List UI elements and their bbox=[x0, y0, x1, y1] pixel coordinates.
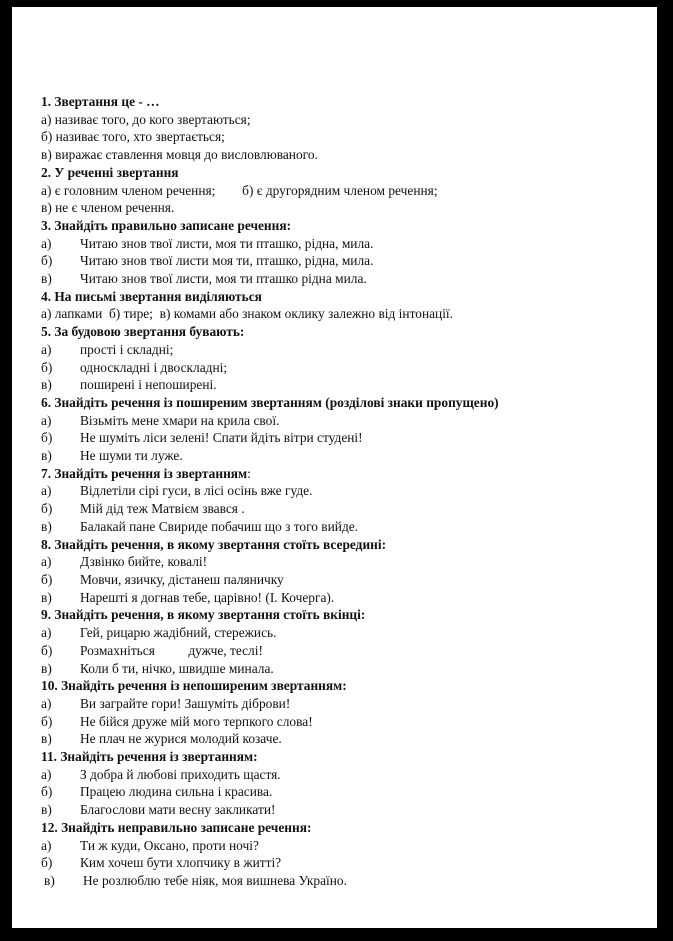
question-7-title-text: 7. Знайдіть речення із звертанням bbox=[41, 465, 248, 481]
worksheet-page bbox=[12, 7, 657, 928]
option-letter: б) bbox=[41, 784, 53, 800]
option-text: Дзвінко бийте, ковалі! bbox=[80, 554, 208, 570]
question-3-option-c bbox=[41, 270, 651, 288]
option-text: Читаю знов твої листи, моя ти пташко рідна мила. bbox=[80, 271, 367, 287]
question-2-title: 2. У реченні звертання bbox=[41, 164, 179, 180]
option-text: Ви заграйте гори! Зашуміть діброви! bbox=[80, 695, 291, 711]
option-text: Гей, рицарю жадібний, стережись. bbox=[80, 625, 277, 641]
option-text: Нарешті я догнав тебе, царівно! (І. Кочерга). bbox=[80, 589, 335, 605]
question-2-options-ab: а) є головним членом речення; б) є другорядним членом речення; bbox=[41, 182, 438, 198]
question-12-option-a bbox=[41, 837, 651, 855]
option-letter: в) bbox=[41, 589, 52, 605]
question-11-option-c bbox=[41, 801, 651, 819]
option-letter: в) bbox=[41, 660, 52, 676]
question-3-option-b bbox=[41, 252, 651, 270]
question-12-title: 12. Знайдіть неправильно записане речення: bbox=[41, 819, 312, 835]
option-letter: в) bbox=[41, 518, 52, 534]
option-text: Розмахніться дужче, теслі! bbox=[80, 642, 263, 658]
question-10-title: 10. Знайдіть речення із непоширеним звертанням: bbox=[41, 678, 347, 694]
question-1-option-c: в) виражає ставлення мовця до висловлюваного. bbox=[41, 147, 318, 163]
question-1-option-a: а) називає того, до кого звертаються; bbox=[41, 111, 251, 127]
question-5-option-b bbox=[41, 359, 651, 377]
option-letter: б) bbox=[41, 430, 53, 446]
question-5-option-a bbox=[41, 341, 651, 359]
option-text: Читаю знов твої листи, моя ти пташко, рідна, мила. bbox=[80, 235, 374, 251]
question-8-option-a bbox=[41, 553, 651, 571]
option-text: Балакай пане Свириде побачиш що з того вийде. bbox=[80, 518, 359, 534]
question-10-option-b bbox=[41, 713, 651, 731]
option-text: Не плач не журися молодий козаче. bbox=[80, 731, 282, 747]
question-list bbox=[41, 93, 651, 890]
option-text: Відлетіли сірі гуси, в лісі осінь вже гуде. bbox=[80, 483, 313, 499]
option-letter: а) bbox=[41, 235, 52, 251]
option-text: Мій дід теж Матвієм звався . bbox=[80, 501, 245, 517]
option-text: Не розлюблю тебе ніяк, моя вишнева Україно. bbox=[83, 872, 347, 888]
option-letter: в) bbox=[41, 377, 52, 393]
option-letter: а) bbox=[41, 695, 52, 711]
option-letter: в) bbox=[41, 448, 52, 464]
option-letter: а) bbox=[41, 341, 52, 357]
question-12-option-c bbox=[41, 872, 651, 890]
question-8-title: 8. Знайдіть речення, в якому звертання стоїть всередині: bbox=[41, 536, 387, 552]
question-7-title bbox=[41, 465, 651, 483]
question-4-options: а) лапками б) тире; в) комами або знаком оклику залежно від інтонації. bbox=[41, 306, 454, 322]
question-11-title: 11. Знайдіть речення із звертанням: bbox=[41, 749, 258, 765]
option-text: прості і складні; bbox=[80, 341, 174, 357]
option-letter: в) bbox=[41, 731, 52, 747]
option-text: Ким хочеш бути хлопчику в житті? bbox=[80, 855, 282, 871]
option-letter: а) bbox=[41, 412, 52, 428]
question-10-option-c bbox=[41, 730, 651, 748]
question-2-option-c: в) не є членом речення. bbox=[41, 200, 175, 216]
option-letter: в) bbox=[41, 802, 52, 818]
option-letter: а) bbox=[41, 766, 52, 782]
option-letter: б) bbox=[41, 713, 53, 729]
question-11-option-b bbox=[41, 783, 651, 801]
question-7-option-b bbox=[41, 500, 651, 518]
question-6-title: 6. Знайдіть речення із поширеним звертанням (розділові знаки пропущено) bbox=[41, 394, 499, 410]
option-text: Працею людина сильна і красива. bbox=[80, 784, 273, 800]
option-text: Читаю знов твої листи моя ти, пташко, рідна, мила. bbox=[80, 253, 374, 269]
question-1-option-b: б) називає того, хто звертається; bbox=[41, 129, 225, 145]
option-letter: б) bbox=[41, 253, 53, 269]
question-6-option-c bbox=[41, 447, 651, 465]
question-3-option-a bbox=[41, 235, 651, 253]
option-text: Мовчи, язичку, дістанеш паляничку bbox=[80, 571, 284, 587]
option-text: Візьміть мене хмари на крила свої. bbox=[80, 412, 280, 428]
question-8-option-b bbox=[41, 571, 651, 589]
option-letter: в) bbox=[44, 872, 55, 888]
option-letter: б) bbox=[41, 571, 53, 587]
question-9-option-b bbox=[41, 642, 651, 660]
option-letter: а) bbox=[41, 483, 52, 499]
question-5-option-c bbox=[41, 376, 651, 394]
option-text: З добра й любові приходить щастя. bbox=[80, 766, 281, 782]
option-letter: б) bbox=[41, 501, 53, 517]
option-letter: б) bbox=[41, 359, 53, 375]
question-7-option-c bbox=[41, 518, 651, 536]
question-9-title: 9. Знайдіть речення, в якому звертання стоїть вкінці: bbox=[41, 607, 366, 623]
option-letter: а) bbox=[41, 837, 52, 853]
question-4-title: 4. На письмі звертання виділяються bbox=[41, 288, 262, 304]
question-6-option-b bbox=[41, 429, 651, 447]
option-text: Коли б ти, нічко, швидше минала. bbox=[80, 660, 274, 676]
question-9-option-c bbox=[41, 660, 651, 678]
question-9-option-a bbox=[41, 624, 651, 642]
option-text: поширені і непоширені. bbox=[80, 377, 217, 393]
question-3-title: 3. Знайдіть правильно записане речення: bbox=[41, 217, 292, 233]
option-text: Не шуми ти луже. bbox=[80, 448, 183, 464]
question-7-title-colon: : bbox=[247, 465, 251, 481]
option-text: Не шуміть ліси зелені! Спати йдіть вітри студені! bbox=[80, 430, 363, 446]
question-8-option-c bbox=[41, 589, 651, 607]
option-text: Не бійся друже мій мого терпкого слова! bbox=[80, 713, 313, 729]
question-10-option-a bbox=[41, 695, 651, 713]
option-letter: а) bbox=[41, 625, 52, 641]
option-letter: б) bbox=[41, 855, 53, 871]
option-letter: б) bbox=[41, 642, 53, 658]
question-5-title: 5. За будовою звертання бувають: bbox=[41, 324, 245, 340]
question-1-title: 1. Звертання це - … bbox=[41, 94, 160, 109]
question-6-option-a bbox=[41, 412, 651, 430]
option-text: Ти ж куди, Оксано, проти ночі? bbox=[80, 837, 259, 853]
question-11-option-a bbox=[41, 766, 651, 784]
option-text: Благослови мати весну закликати! bbox=[80, 802, 276, 818]
question-7-option-a bbox=[41, 482, 651, 500]
question-12-option-b bbox=[41, 854, 651, 872]
option-letter: в) bbox=[41, 271, 52, 287]
option-letter: а) bbox=[41, 554, 52, 570]
option-text: односкладні і двоскладні; bbox=[80, 359, 228, 375]
